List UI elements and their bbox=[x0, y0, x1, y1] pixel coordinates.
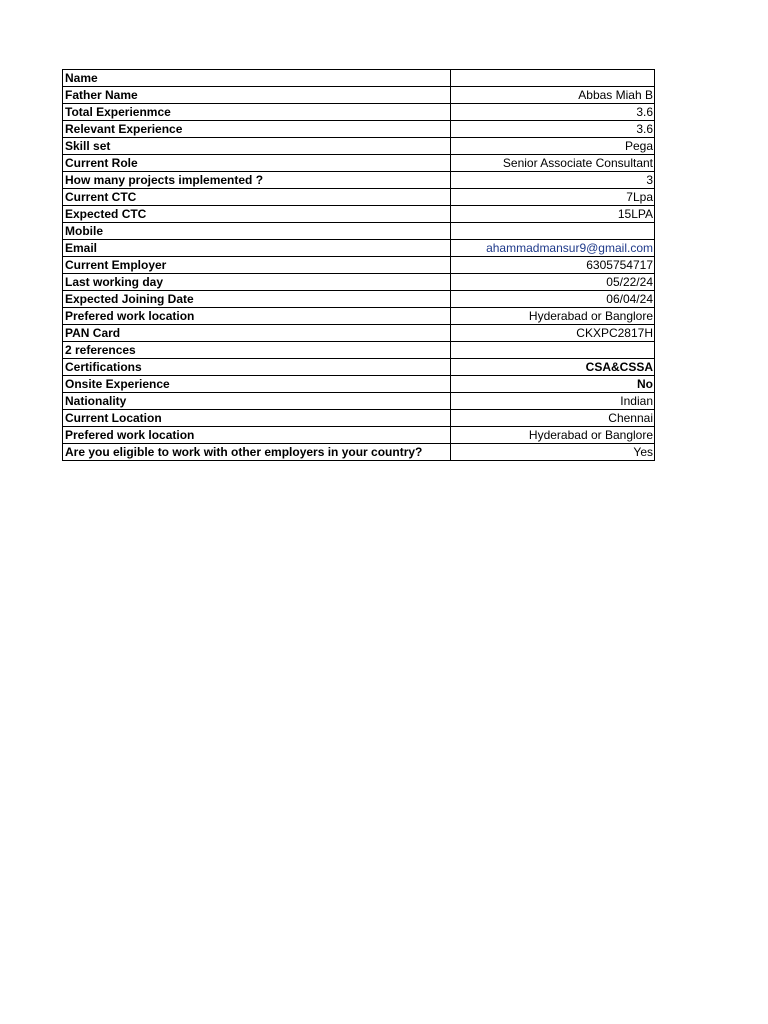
field-label-current-role: Current Role bbox=[63, 155, 451, 172]
field-label-relevant-experience: Relevant Experience bbox=[63, 121, 451, 138]
table-row bbox=[63, 138, 655, 155]
candidate-details-table bbox=[62, 69, 655, 461]
table-row bbox=[63, 240, 655, 257]
field-label-preferred-work-location-2: Prefered work location bbox=[63, 427, 451, 444]
field-label-certifications: Certifications bbox=[63, 359, 451, 376]
field-value-name[interactable] bbox=[451, 70, 655, 87]
field-label-current-ctc: Current CTC bbox=[63, 189, 451, 206]
field-value-current-role[interactable]: Senior Associate Consultant bbox=[451, 155, 655, 172]
table-row bbox=[63, 274, 655, 291]
table-row bbox=[63, 155, 655, 172]
field-label-work-eligibility: Are you eligible to work with other employers in your country? bbox=[63, 444, 451, 461]
table-row bbox=[63, 410, 655, 427]
table-row bbox=[63, 342, 655, 359]
table-row bbox=[63, 376, 655, 393]
field-label-mobile: Mobile bbox=[63, 223, 451, 240]
field-value-expected-ctc[interactable]: 15LPA bbox=[451, 206, 655, 223]
field-value-certifications[interactable]: CSA&CSSA bbox=[451, 359, 655, 376]
table-row bbox=[63, 325, 655, 342]
table-row bbox=[63, 427, 655, 444]
field-label-pan-card: PAN Card bbox=[63, 325, 451, 342]
table-row bbox=[63, 223, 655, 240]
field-value-father-name[interactable]: Abbas Miah B bbox=[451, 87, 655, 104]
table-row bbox=[63, 104, 655, 121]
table-row bbox=[63, 444, 655, 461]
field-label-onsite-experience: Onsite Experience bbox=[63, 376, 451, 393]
field-label-expected-ctc: Expected CTC bbox=[63, 206, 451, 223]
field-value-skill-set[interactable]: Pega bbox=[451, 138, 655, 155]
field-label-total-experience: Total Experienmce bbox=[63, 104, 451, 121]
field-value-mobile[interactable] bbox=[451, 223, 655, 240]
table-row bbox=[63, 291, 655, 308]
email-link[interactable]: ahammadmansur9@gmail.com bbox=[451, 240, 655, 257]
field-label-name: Name bbox=[63, 70, 451, 87]
field-value-references[interactable] bbox=[451, 342, 655, 359]
table-row bbox=[63, 87, 655, 104]
field-value-expected-joining-date[interactable]: 06/04/24 bbox=[451, 291, 655, 308]
field-value-preferred-work-location[interactable]: Hyderabad or Banglore bbox=[451, 308, 655, 325]
table-row bbox=[63, 257, 655, 274]
field-label-preferred-work-location: Prefered work location bbox=[63, 308, 451, 325]
field-value-preferred-work-location-2[interactable]: Hyderabad or Banglore bbox=[451, 427, 655, 444]
field-value-last-working-day[interactable]: 05/22/24 bbox=[451, 274, 655, 291]
field-value-total-experience[interactable]: 3.6 bbox=[451, 104, 655, 121]
table-row bbox=[63, 359, 655, 376]
field-value-nationality[interactable]: Indian bbox=[451, 393, 655, 410]
table-row bbox=[63, 121, 655, 138]
field-label-skill-set: Skill set bbox=[63, 138, 451, 155]
field-label-references: 2 references bbox=[63, 342, 451, 359]
field-value-current-ctc[interactable]: 7Lpa bbox=[451, 189, 655, 206]
table-row bbox=[63, 70, 655, 87]
field-value-current-location[interactable]: Chennai bbox=[451, 410, 655, 427]
field-value-current-employer[interactable]: 6305754717 bbox=[451, 257, 655, 274]
table-row bbox=[63, 206, 655, 223]
field-label-email: Email bbox=[63, 240, 451, 257]
field-label-current-location: Current Location bbox=[63, 410, 451, 427]
field-value-relevant-experience[interactable]: 3.6 bbox=[451, 121, 655, 138]
table-row bbox=[63, 172, 655, 189]
field-value-pan-card[interactable]: CKXPC2817H bbox=[451, 325, 655, 342]
table-row bbox=[63, 189, 655, 206]
field-label-father-name: Father Name bbox=[63, 87, 451, 104]
field-value-onsite-experience[interactable]: No bbox=[451, 376, 655, 393]
table-row bbox=[63, 393, 655, 410]
field-label-expected-joining-date: Expected Joining Date bbox=[63, 291, 451, 308]
field-label-last-working-day: Last working day bbox=[63, 274, 451, 291]
field-value-projects-implemented[interactable]: 3 bbox=[451, 172, 655, 189]
table-row bbox=[63, 308, 655, 325]
field-label-nationality: Nationality bbox=[63, 393, 451, 410]
field-value-work-eligibility[interactable]: Yes bbox=[451, 444, 655, 461]
field-label-current-employer: Current Employer bbox=[63, 257, 451, 274]
field-label-projects-implemented: How many projects implemented ? bbox=[63, 172, 451, 189]
